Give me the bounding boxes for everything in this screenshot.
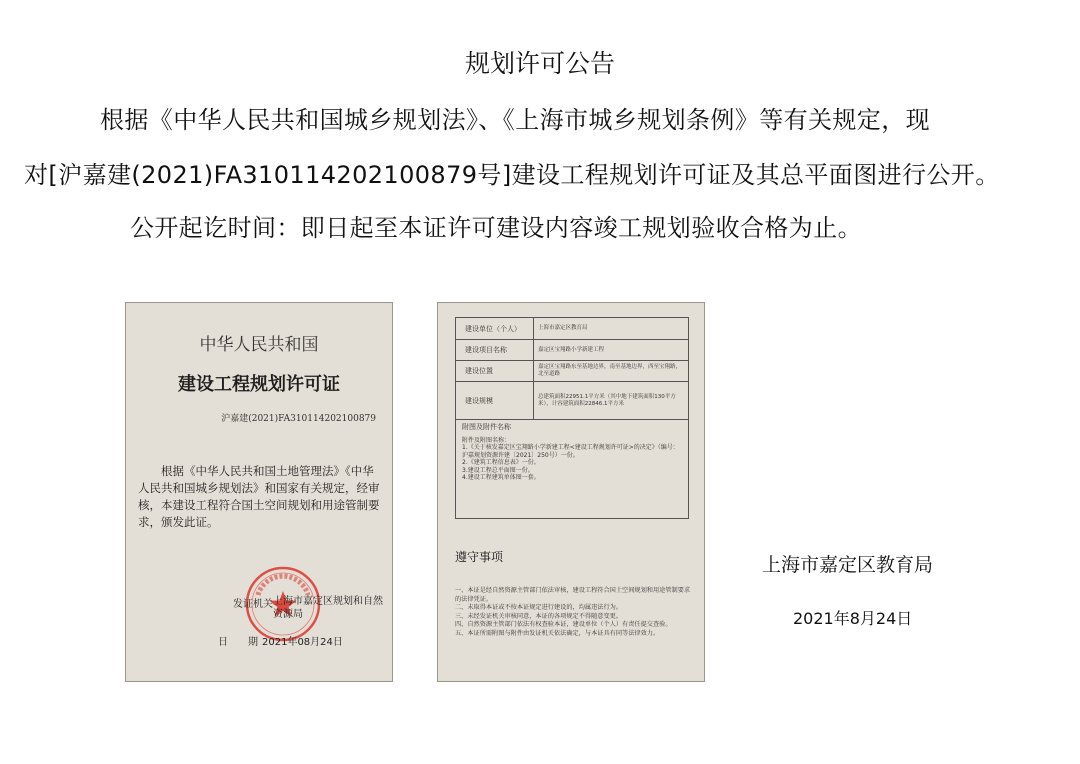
attachment-line: 3.建设工程总平面图一份。 [462,466,534,474]
certificate-country: 中华人民共和国 [199,335,319,355]
notice-paragraph-3: 公开起讫时间：即日起至本证许可建设内容竣工规划验收合格为止。 [130,214,862,242]
rules-title: 遵守事项 [455,550,504,564]
attachment-line: 附件及附图名称： [462,436,511,444]
table-row [456,318,688,340]
table-row [456,340,688,361]
certificate-body: 根据《中华人民共和国土地管理法》《中华人民共和国城乡规划法》和国家有关规定，经审核，本建设工程符合国土空间规划和用途管制要求，颁发此证。 [138,464,380,529]
issuer-name: 上海市嘉定区规划和自然资源局 [273,596,383,620]
attachment-line: 4.建设工程建筑单体图一套。 [462,474,540,481]
signing-date: 2021年8月24日 [793,609,913,628]
signing-organization: 上海市嘉定区教育局 [762,554,934,576]
attachments-title: 附图及附件名称 [462,423,511,431]
table-value: 嘉定区宝翔路小学新建工程 [538,346,605,353]
issue-date-label: 日 期 [218,637,258,648]
certificate-title: 建设工程规划许可证 [178,374,340,395]
certificate-info-table [455,317,689,519]
table-label: 建设规模 [456,382,534,419]
certificate-front-page [125,302,393,682]
rule-item: 三、未经发证机关审核同意，本证的各项规定不得随意变更。 [455,612,623,620]
rule-item: 四、自然资源主管部门依法有权查验本证，建设单位（个人）有责任提交查验。 [455,621,672,628]
rule-item: 一、本证是经自然资源主管部门依法审核，建设工程符合国土空间规划和用途管制要求的法律凭证。 [455,587,691,603]
table-label: 建设位置 [456,361,534,381]
table-value: 嘉定区宝翔路东至基地边界，南至基地边界，西至宝翔路，北至道路 [538,364,682,377]
rule-item: 二、未取得本证或不按本证规定进行建设的，均属违法行为。 [455,604,623,611]
notice-paragraph-2: 对[沪嘉建(2021)FA310114202100879号]建设工程规划许可证及其总平面图进行公开。 [24,161,1000,189]
attachment-line: 1.《关于核发嘉定区宝翔路小学新建工程<建设工程规划许可证>的决定》（编号：沪嘉规划资源许建〔2021〕250号）一份。 [462,444,679,459]
table-row [456,361,688,382]
table-value: 总建筑面积22951.1平方米（其中地下建筑面积130平方米），计容建筑面积22846.1平方米 [538,393,676,407]
attachment-line: 2.《建筑工程信息表》一份。 [462,459,540,466]
issue-date: 2021年08月24日 [262,637,343,648]
notice-paragraph-1: 根据《中华人民共和国城乡规划法》、《上海市城乡规划条例》等有关规定，现 [100,106,930,134]
rule-item: 五、本证所需附图与附件由发证机关依法确定，与本证具有同等法律效力。 [455,629,660,637]
notice-title: 规划许可公告 [464,49,615,78]
issuer-label: 发证机关 [233,599,273,610]
table-row [456,382,688,420]
certificate-number: 沪嘉建(2021)FA310114202100879 [221,414,376,424]
certificate-back-page [437,302,705,682]
table-label: 建设项目名称 [456,340,534,360]
rules-list [455,587,691,638]
table-value: 上海市嘉定区教育局 [538,325,588,331]
table-label: 建设单位（个人） [456,318,534,339]
attachments-section [462,424,682,482]
